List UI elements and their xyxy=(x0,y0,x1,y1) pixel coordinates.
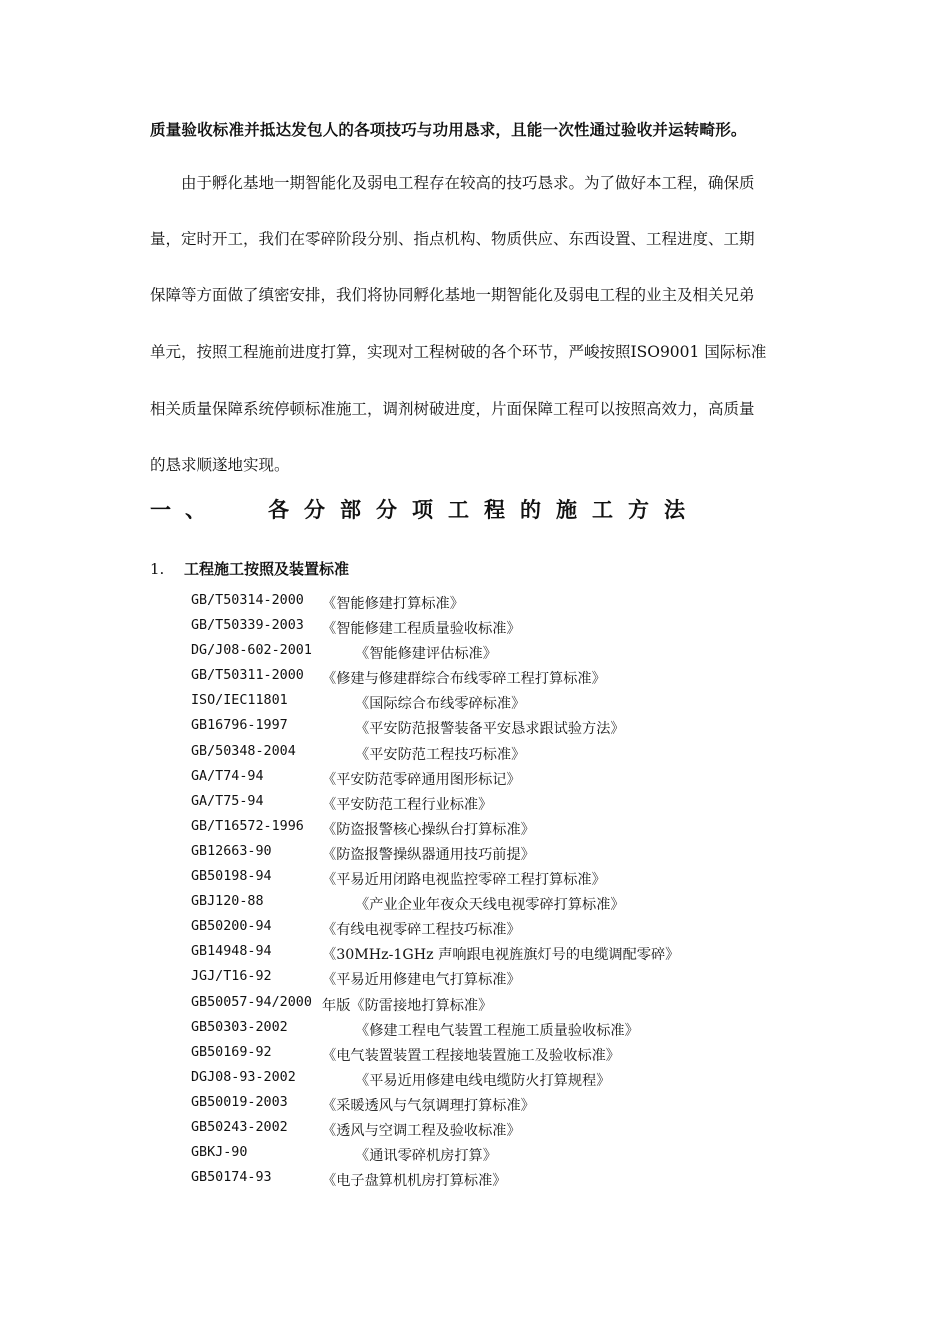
standard-code: DG/J08-602-2001 xyxy=(191,643,312,659)
standard-title: 《智能修建打算标准》 xyxy=(322,596,464,612)
standard-title: 《平安防范零碎通用图形标记》 xyxy=(322,771,521,788)
standard-code: GB50057-94/2000 xyxy=(191,994,312,1010)
standard-code: GB/T50311-2000 xyxy=(191,668,304,684)
standard-title: 《防盗报警核心操纵台打算标准》 xyxy=(322,821,535,838)
standard-title: 《平易近用闭路电视监控零碎工程打算标准》 xyxy=(322,872,606,889)
standard-code: GB50174-93 xyxy=(191,1170,272,1186)
standard-title: 《防盗报警操纵器通用技巧前提》 xyxy=(322,846,535,863)
standard-title: 《电气装置装置工程接地装置施工及验收标准》 xyxy=(322,1047,620,1064)
standard-title: 《电子盘算机机房打算标准》 xyxy=(322,1173,507,1190)
standard-title: 《30MHz-1GHz 声响跟电视旌旗灯号的电缆调配零碎》 xyxy=(322,947,680,964)
subsection-number: 1. xyxy=(150,560,165,578)
standard-title: 《平易近用修建电气打算标准》 xyxy=(322,972,521,989)
standard-code: DGJ08-93-2002 xyxy=(191,1069,296,1085)
standard-code: GA/T74-94 xyxy=(191,768,264,784)
standard-title: 《平安防范报警装备平安恳求跟试验方法》 xyxy=(355,721,625,738)
paragraph-line: 单元，按照工程施前进度打算，实现对工程树破的各个环节，严峻按照ISO9001 国际标准 xyxy=(150,343,767,361)
standard-title: 《平安防范工程技巧标准》 xyxy=(355,746,526,763)
standard-code: GB/T50339-2003 xyxy=(191,618,304,634)
standard-code: GB50198-94 xyxy=(191,869,272,885)
standard-title: 《国际综合布线零碎标准》 xyxy=(355,696,526,713)
standard-title: 《采暖透风与气氛调理打算标准》 xyxy=(322,1097,535,1114)
section-heading xyxy=(150,494,700,524)
standard-title: 《通讯零碎机房打算》 xyxy=(355,1148,497,1165)
paragraph-line: 相关质量保障系统停顿标准施工，调剂树破进度，片面保障工程可以按照高效力，高质量 xyxy=(150,400,755,418)
standard-code: GB/T16572-1996 xyxy=(191,818,304,834)
standard-code: GB50243-2002 xyxy=(191,1119,288,1135)
paragraph-line: 保障等方面做了缜密安排，我们将协同孵化基地一期智能化及弱电工程的业主及相关兄弟 xyxy=(150,286,755,304)
standard-title: 《智能修建工程质量验收标准》 xyxy=(322,621,521,638)
standard-code: GB14948-94 xyxy=(191,944,272,960)
section-number: 一、 xyxy=(150,497,220,522)
section-title: 各分部分项工程的施工方法 xyxy=(268,497,700,522)
standard-code: GB50169-92 xyxy=(191,1044,272,1060)
standard-code: GA/T75-94 xyxy=(191,793,264,809)
standard-code: ISO/IEC11801 xyxy=(191,693,288,709)
paragraph-line: 由于孵化基地一期智能化及弱电工程存在较高的技巧恳求。为了做好本工程，确保质 xyxy=(181,174,755,192)
standard-title: 《修建工程电气装置工程施工质量验收标准》 xyxy=(355,1022,639,1039)
standard-code: JGJ/T16-92 xyxy=(191,969,272,985)
standard-code: GB50200-94 xyxy=(191,919,272,935)
standard-title: 《有线电视零碎工程技巧标准》 xyxy=(322,922,521,939)
standard-title: 《平安防范工程行业标准》 xyxy=(322,796,493,813)
standard-code: GB50019-2003 xyxy=(191,1094,288,1110)
standard-code: GB16796-1997 xyxy=(191,718,288,734)
paragraph-line: 的恳求顺遂地实现。 xyxy=(150,456,290,474)
standard-title: 《修建与修建群综合布线零碎工程打算标准》 xyxy=(322,671,606,688)
standard-title: 年版《防雷接地打算标准》 xyxy=(322,997,493,1014)
standard-title: 《智能修建评估标准》 xyxy=(355,646,497,663)
intro-bold-line: 质量验收标准并抵达发包人的各项技巧与功用恳求，且能一次性通过验收并运转畸形。 xyxy=(150,120,747,139)
standard-code: GB12663-90 xyxy=(191,843,272,859)
standard-code: GBKJ-90 xyxy=(191,1145,248,1161)
standard-title: 《产业企业年夜众天线电视零碎打算标准》 xyxy=(355,897,625,914)
standard-code: GB/T50314-2000 xyxy=(191,593,304,608)
standard-code: GB/50348-2004 xyxy=(191,743,296,759)
standard-code: GBJ120-88 xyxy=(191,894,264,910)
paragraph-line: 量，定时开工，我们在零碎阶段分别、指点机构、物质供应、东西设置、工程进度、工期 xyxy=(150,230,755,248)
standard-title: 《透风与空调工程及验收标准》 xyxy=(322,1122,521,1139)
subsection-title: 工程施工按照及装置标准 xyxy=(184,560,350,578)
standard-code: GB50303-2002 xyxy=(191,1019,288,1035)
standard-title: 《平易近用修建电线电缆防火打算规程》 xyxy=(355,1072,611,1089)
subsection-heading xyxy=(150,558,349,579)
